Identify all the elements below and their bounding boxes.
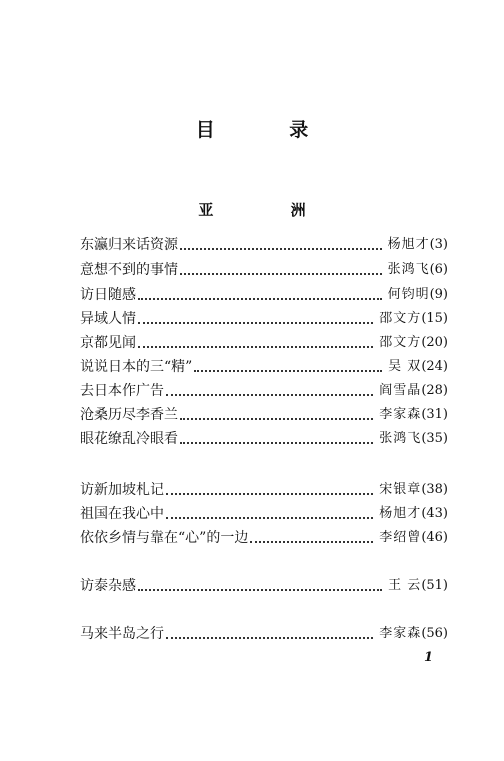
page-number: 1: [424, 650, 434, 665]
toc-entry-author: 张鸿飞: [379, 431, 422, 446]
toc-entry-title: 京都见闻: [80, 335, 136, 351]
toc-entry-title: 依依乡情与靠在“心”的一边: [80, 530, 249, 546]
page-title: 目 录: [195, 119, 343, 141]
toc-leader-dots: [180, 418, 373, 420]
toc-entry-author: 邵文方: [379, 335, 422, 350]
toc-leader-dots: [166, 637, 373, 639]
toc-entry-page: (31): [421, 407, 448, 422]
toc-entry-author: 吴 双: [388, 359, 422, 374]
toc-entry-title: 意想不到的事情: [80, 262, 178, 278]
toc-entry: [80, 308, 448, 330]
toc-entry-author: 邵文方: [379, 311, 422, 326]
toc-entry-page: (38): [421, 482, 448, 497]
toc-leader-dots: [138, 589, 382, 591]
toc-leader-dots: [180, 442, 373, 444]
toc-entry-author: 杨旭才: [379, 506, 422, 521]
toc-entry-title: 访日随感: [80, 287, 136, 303]
toc-leader-dots: [194, 370, 382, 372]
toc-entry: [80, 575, 448, 597]
toc-entry-page: (28): [421, 383, 448, 398]
toc-entry-title: 说说日本的三“精”: [80, 359, 193, 375]
section-title: 亚 洲: [198, 201, 342, 219]
toc-entry: [80, 623, 448, 645]
toc-entry-title: 访泰杂感: [80, 578, 136, 594]
toc-entry: [80, 404, 448, 426]
toc-entry-title: 异域人情: [80, 311, 136, 327]
toc-entry: [80, 284, 448, 306]
toc-leader-dots: [180, 273, 382, 275]
toc-entry-title: 马来半岛之行: [80, 626, 164, 642]
toc-entry-page: (9): [429, 287, 448, 302]
toc-entry-author: 何钧明: [387, 287, 430, 302]
toc-leader-dots: [166, 394, 373, 396]
toc-leader-dots: [166, 517, 373, 519]
toc-entry-page: (15): [421, 311, 448, 326]
toc-entry-author: 张鸿飞: [387, 262, 430, 277]
toc-entry-page: (3): [429, 237, 448, 252]
toc-leader-dots: [138, 346, 373, 348]
toc-entry: [80, 527, 448, 549]
toc-entry-page: (24): [421, 359, 448, 374]
toc-entry: [80, 356, 448, 378]
toc-entry-author: 李家森: [379, 626, 422, 641]
toc-entry: [80, 234, 448, 256]
toc-entry: [80, 428, 448, 450]
toc-leader-dots: [180, 248, 382, 250]
toc-entry-title: 眼花缭乱冷眼看: [80, 431, 178, 447]
toc-entry-page: (35): [421, 431, 448, 446]
toc-entry-title: 沧桑历尽李香兰: [80, 407, 178, 423]
toc-entry-page: (46): [421, 530, 448, 545]
toc-leader-dots: [250, 541, 373, 543]
toc-leader-dots: [138, 322, 373, 324]
toc-entry-page: (6): [429, 262, 448, 277]
toc-entry-page: (56): [421, 626, 448, 641]
toc-entry: [80, 332, 448, 354]
toc-entry-author: 李家森: [379, 407, 422, 422]
toc-entry-page: (20): [421, 335, 448, 350]
toc-entry-title: 访新加坡札记: [80, 482, 164, 498]
toc-entry-page: (43): [421, 506, 448, 521]
toc-leader-dots: [138, 298, 382, 300]
toc-leader-dots: [166, 493, 373, 495]
toc-entry-author: 宋银章: [379, 482, 422, 497]
toc-entry-author: 阎雪晶: [379, 383, 422, 398]
toc-entry-title: 东瀛归来话资源: [80, 237, 178, 253]
toc-entry: [80, 259, 448, 281]
toc-entry: [80, 503, 448, 525]
toc-entry-page: (51): [421, 578, 448, 593]
toc-entry: [80, 380, 448, 402]
toc-entry: [80, 479, 448, 501]
toc-entry-title: 去日本作广告: [80, 383, 164, 399]
toc-entry-author: 李绍曾: [379, 530, 422, 545]
toc-entry-author: 王 云: [388, 578, 422, 593]
toc-entry-title: 祖国在我心中: [80, 506, 164, 522]
toc-entry-author: 杨旭才: [387, 237, 430, 252]
